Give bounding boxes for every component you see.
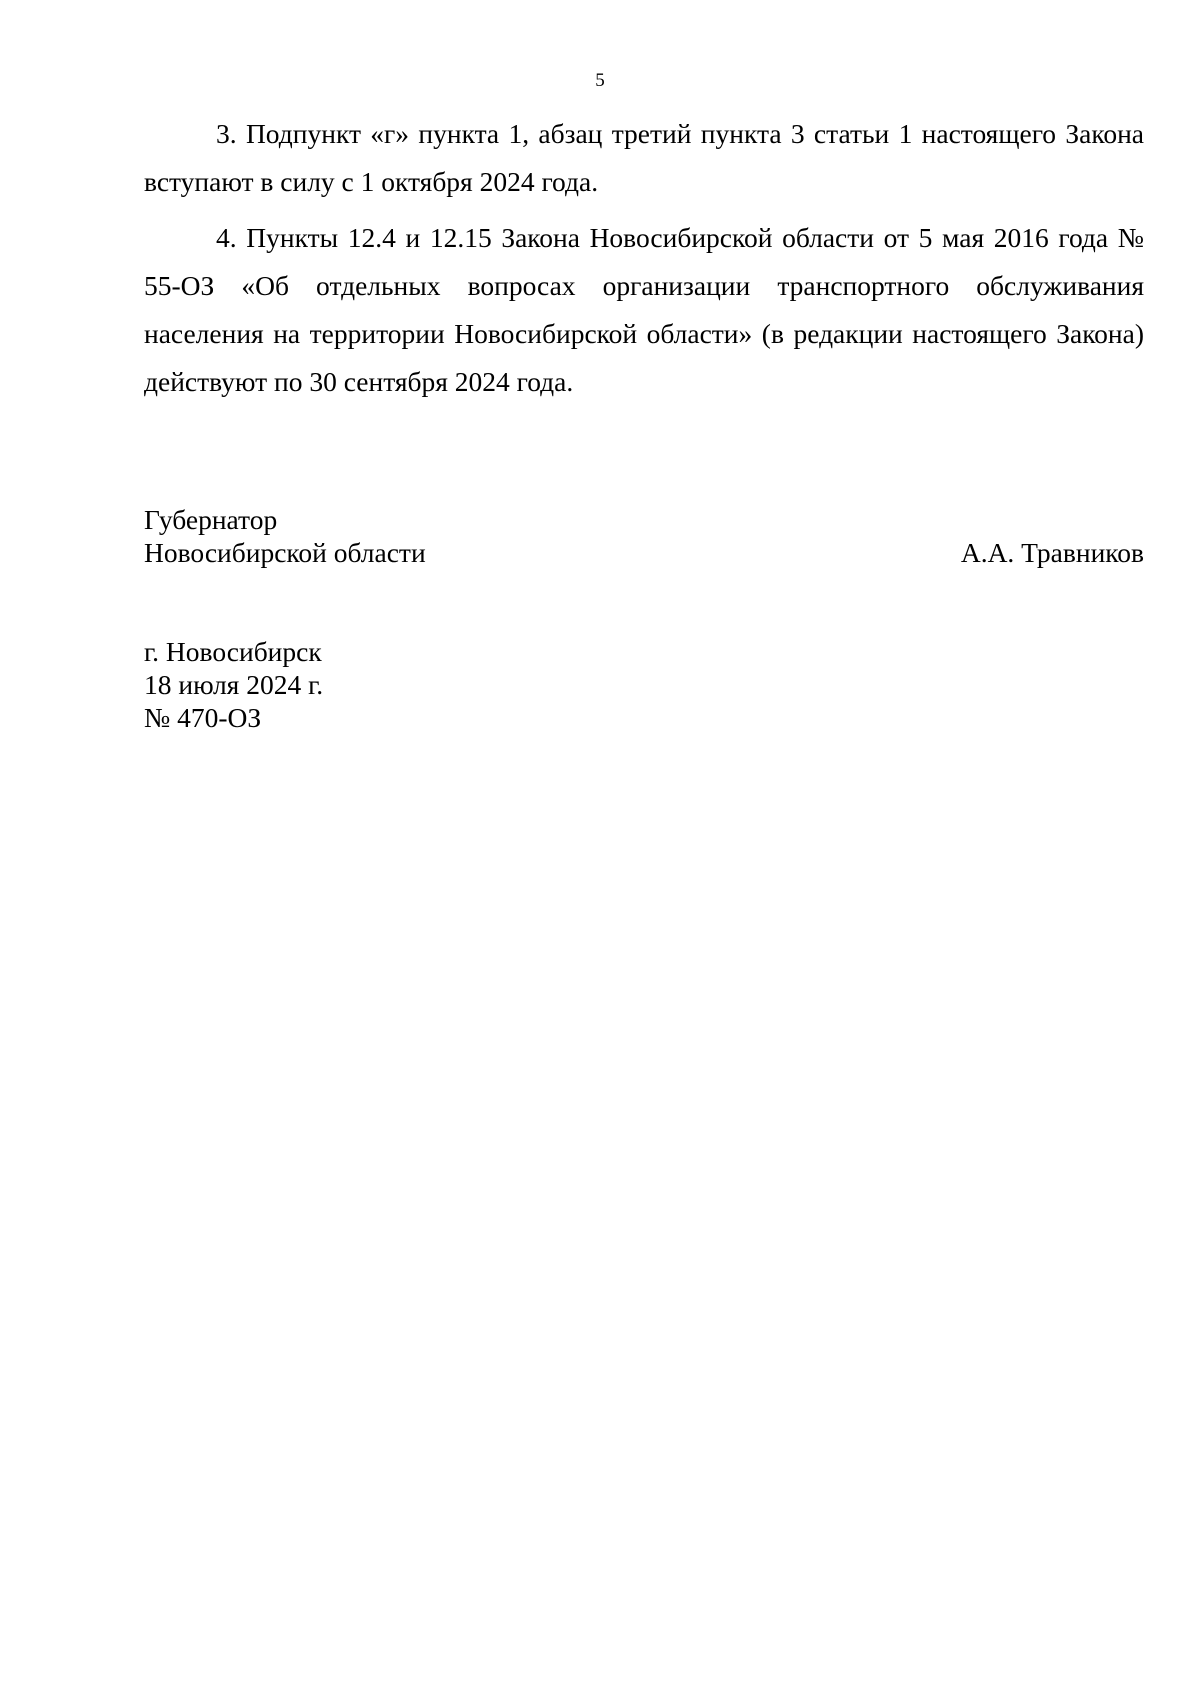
footer-city: г. Новосибирск bbox=[144, 636, 322, 667]
law-body bbox=[144, 110, 1144, 406]
page-number: 5 bbox=[595, 70, 605, 91]
footer-date: 18 июля 2024 г. bbox=[144, 669, 324, 700]
signature-block bbox=[144, 503, 1144, 569]
paragraph-3: 3. Подпункт «г» пункта 1, абзац третий пункта 3 статьи 1 настоящего Закона вступают в силу с 1 октября 2024 года. bbox=[144, 118, 1144, 197]
paragraph-4: 4. Пункты 12.4 и 12.15 Закона Новосибирской области от 5 мая 2016 года № 55-ОЗ «Об отдельных вопросах организации транспортного обслуживания населения на территории Новосибирской области» (в редакции настоящего Закона) действуют по 30 сентября 2024 года. bbox=[144, 222, 1144, 397]
footer-law-number: № 470-ОЗ bbox=[144, 702, 262, 733]
document-footer bbox=[144, 635, 744, 734]
signer-title-line2: Новосибирской области bbox=[144, 537, 426, 568]
signer-title-line1: Губернатор bbox=[144, 504, 278, 535]
signer-name: А.А. Травников bbox=[960, 537, 1144, 568]
signature-row bbox=[144, 536, 1144, 569]
